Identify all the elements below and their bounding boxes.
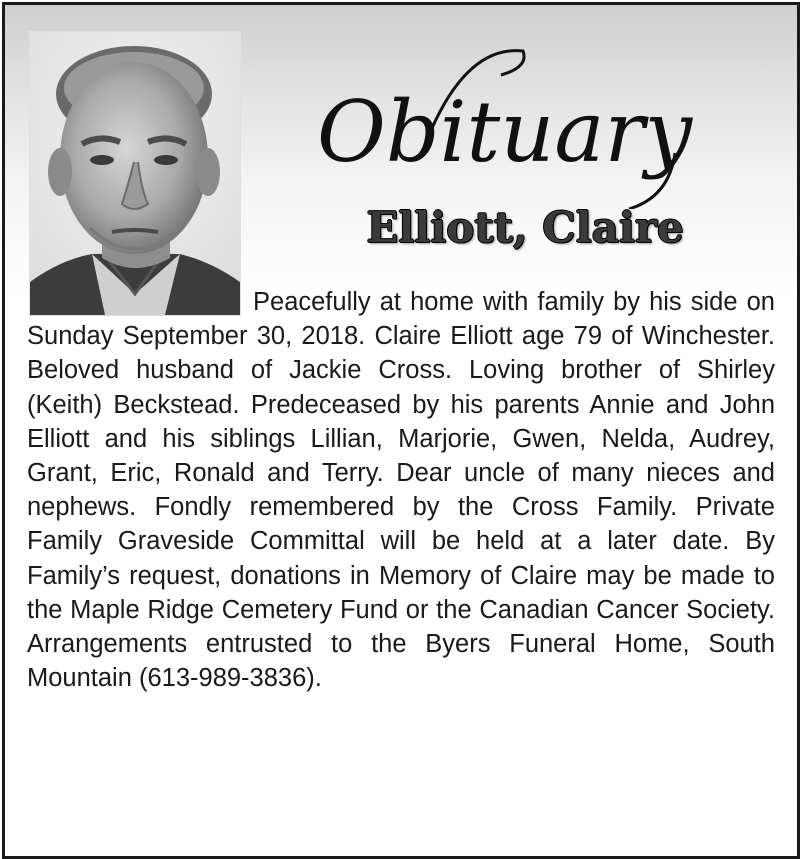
deceased-name: Elliott, Claire — [366, 203, 684, 252]
portrait-photo-icon — [29, 31, 241, 316]
obituary-body-text: Peacefully at home with family by his side on Sunday September 30, 2018. Claire Elliott age 79 of Winchester. Beloved husband of Jackie Cross. Loving brother of Shirley (Keith) Beckstead. Predeceased by his parents Annie and John Elliott and his siblings Lillian, Marjorie, Gwen, Nelda, Audrey, Grant, Eric, Ronald and Terry. Dear uncle of many nieces and nephews. Fondly remembered by the Cross Family. Private Family Graveside Committal will be held at a later date. By Family’s request, donations in Memory of Claire may be made to the Maple Ridge Cemetery Fund or the Canadian Cancer Society. Arrangements entrusted to the Byers Funeral Home, South Mountain (613-989-3836). — [27, 288, 775, 693]
obituary-script-title — [317, 49, 727, 209]
obituary-title-text: Obituary — [317, 83, 693, 181]
obituary-notice — [2, 2, 800, 859]
